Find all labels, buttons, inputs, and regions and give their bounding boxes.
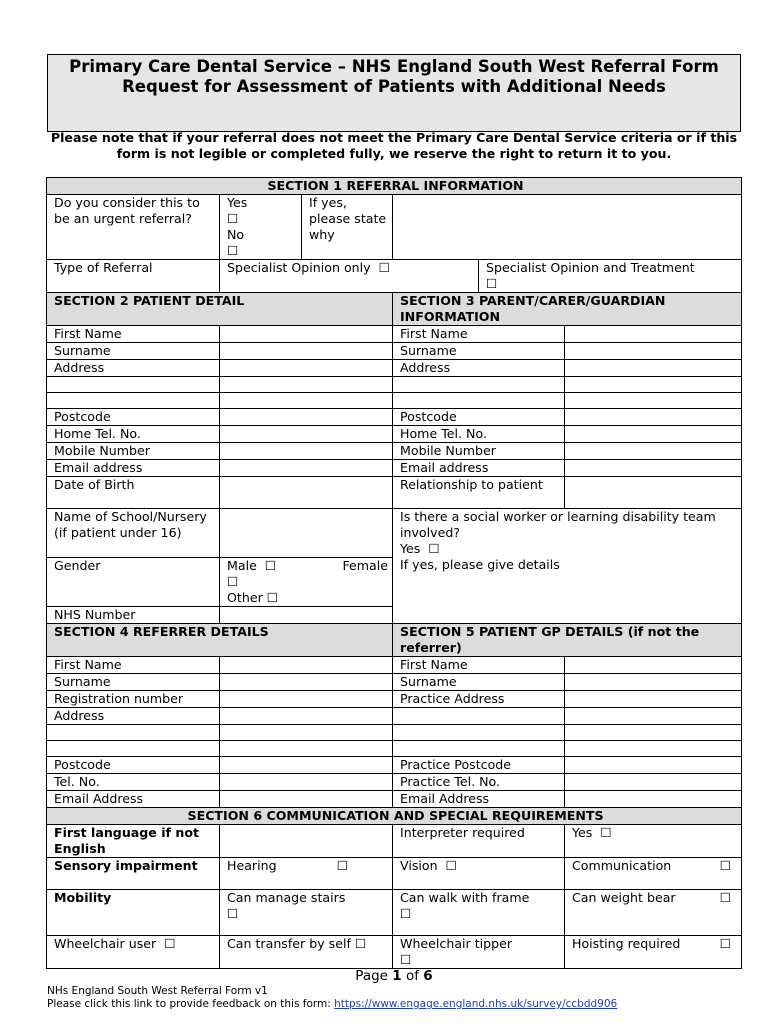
hoisting-checkbox[interactable]: ☐	[719, 935, 732, 951]
gender-other-checkbox[interactable]: ☐	[266, 589, 279, 605]
parent-mobile-field[interactable]	[565, 443, 742, 460]
referrer-address-line-3[interactable]	[47, 740, 220, 756]
communication-checkbox[interactable]: ☐	[719, 857, 732, 873]
patient-address-field-2[interactable]	[220, 377, 393, 393]
gp-address-line-3[interactable]	[393, 724, 565, 740]
patient-dob-field[interactable]	[220, 477, 393, 509]
gp-postcode-label: Practice Postcode	[393, 756, 565, 773]
hearing-option[interactable]	[220, 857, 393, 889]
referrer-registration-field[interactable]	[220, 690, 393, 707]
opinion-only-label: Specialist Opinion only	[227, 260, 371, 275]
mobility-label: Mobility	[47, 889, 220, 935]
parent-address-line-3[interactable]	[393, 393, 565, 409]
social-worker-details-label: If yes, please give details	[400, 557, 560, 572]
gp-surname-label: Surname	[393, 673, 565, 690]
section-4-heading: SECTION 4 REFERRER DETAILS	[47, 623, 393, 656]
referrer-postcode-field[interactable]	[220, 756, 393, 773]
social-worker-yes-label: Yes	[400, 541, 421, 556]
patient-surname-label: Surname	[47, 343, 220, 360]
weight-bear-checkbox[interactable]: ☐	[719, 889, 732, 905]
tipper-checkbox[interactable]: ☐	[400, 951, 412, 967]
tipper-label: Wheelchair tipper	[400, 935, 513, 951]
patient-dob-label: Date of Birth	[47, 477, 220, 509]
hearing-label: Hearing	[227, 857, 277, 873]
referrer-first-name-label: First Name	[47, 656, 220, 673]
parent-home-tel-field[interactable]	[565, 426, 742, 443]
page-number	[47, 968, 741, 984]
gp-practice-address-field-4[interactable]	[565, 740, 742, 756]
urgent-reason-field[interactable]	[393, 195, 742, 260]
urgent-reason-label: If yes, please state why	[302, 195, 393, 260]
gender-options	[220, 557, 393, 606]
transfer-checkbox[interactable]: ☐	[354, 935, 367, 951]
vision-checkbox[interactable]: ☐	[445, 857, 457, 873]
opinion-only-checkbox[interactable]: ☐	[378, 260, 390, 275]
patient-home-tel-field[interactable]	[220, 426, 393, 443]
gp-practice-address-field-1[interactable]	[565, 690, 742, 707]
transfer-option[interactable]	[220, 935, 393, 968]
opinion-treatment-checkbox[interactable]: ☐	[486, 276, 498, 291]
communication-label: Communication	[572, 857, 672, 873]
gender-male-label: Male	[227, 557, 257, 573]
gp-tel-label: Practice Tel. No.	[393, 773, 565, 790]
parent-address-field-2[interactable]	[565, 377, 742, 393]
form-header	[47, 54, 741, 132]
feedback-link[interactable]: https://www.engage.england.nhs.uk/survey/ccbdd906	[334, 998, 618, 1010]
page-total: 6	[423, 968, 433, 984]
walk-frame-checkbox[interactable]: ☐	[400, 905, 412, 921]
referral-form-table	[46, 177, 742, 969]
parent-postcode-label: Postcode	[393, 409, 565, 426]
patient-first-name-label: First Name	[47, 326, 220, 343]
urgent-no-label: No	[227, 227, 245, 242]
referral-type-label: Type of Referral	[47, 260, 220, 293]
patient-postcode-field[interactable]	[220, 409, 393, 426]
patient-address-field-1[interactable]	[220, 360, 393, 377]
referrer-surname-field[interactable]	[220, 673, 393, 690]
gp-email-label: Email Address	[393, 790, 565, 807]
patient-address-field-3[interactable]	[220, 393, 393, 409]
walk-frame-label: Can walk with frame	[400, 889, 530, 905]
page-word: Page	[355, 968, 388, 984]
feedback-line	[47, 998, 617, 1011]
referrer-address-field-3[interactable]	[220, 740, 393, 756]
gp-tel-field[interactable]	[565, 773, 742, 790]
hearing-checkbox[interactable]: ☐	[336, 857, 348, 873]
gender-female-checkbox[interactable]: ☐	[227, 573, 239, 589]
parent-email-label: Email address	[393, 460, 565, 477]
hoisting-option[interactable]	[565, 935, 742, 968]
referrer-registration-label: Registration number	[47, 690, 220, 707]
parent-surname-label: Surname	[393, 343, 565, 360]
form-subtitle: Request for Assessment of Patients with Additional Needs	[122, 77, 666, 96]
social-worker-yes-checkbox[interactable]: ☐	[428, 541, 440, 556]
section-3-heading: SECTION 3 PARENT/CARER/GUARDIAN INFORMATION	[393, 293, 742, 326]
wheelchair-user-checkbox[interactable]: ☐	[164, 935, 176, 951]
interpreter-yes-checkbox[interactable]: ☐	[600, 824, 612, 840]
patient-mobile-field[interactable]	[220, 443, 393, 460]
referral-note: Please note that if your referral does not meet the Primary Care Dental Service criteria or if this form is not legible or completed fully, we reserve the right to return it to you.	[50, 130, 738, 161]
walk-frame-option[interactable]	[393, 889, 565, 935]
urgent-referral-label: Do you consider this to be an urgent referral?	[47, 195, 220, 260]
referrer-postcode-label: Postcode	[47, 756, 220, 773]
transfer-label: Can transfer by self	[227, 935, 351, 951]
referrer-email-label: Email Address	[47, 790, 220, 807]
social-worker-details[interactable]	[393, 557, 742, 623]
communication-option[interactable]	[565, 857, 742, 889]
vision-label: Vision	[400, 857, 438, 873]
patient-surname-field[interactable]	[220, 343, 393, 360]
patient-first-name-field[interactable]	[220, 326, 393, 343]
parent-mobile-label: Mobile Number	[393, 443, 565, 460]
referrer-address-field-2[interactable]	[220, 724, 393, 740]
referrer-surname-label: Surname	[47, 673, 220, 690]
wheelchair-user-option[interactable]	[47, 935, 220, 968]
school-field[interactable]	[220, 509, 393, 558]
gender-male-checkbox[interactable]: ☐	[264, 557, 277, 573]
referrer-tel-field[interactable]	[220, 773, 393, 790]
gender-label: Gender	[47, 557, 220, 606]
gp-practice-address-field-2[interactable]	[565, 707, 742, 724]
parent-address-field-1[interactable]	[565, 360, 742, 377]
parent-address-line-2[interactable]	[393, 377, 565, 393]
section-6-heading: SECTION 6 COMMUNICATION AND SPECIAL REQUIREMENTS	[47, 807, 742, 824]
patient-address-line-2[interactable]	[47, 377, 220, 393]
urgent-no-checkbox[interactable]: ☐	[227, 243, 239, 258]
patient-email-field[interactable]	[220, 460, 393, 477]
parent-address-label: Address	[393, 360, 565, 377]
patient-mobile-label: Mobile Number	[47, 443, 220, 460]
nhs-number-field[interactable]	[220, 606, 393, 623]
referrer-address-label: Address	[47, 707, 220, 724]
referrer-first-name-field[interactable]	[220, 656, 393, 673]
interpreter-yes-label: Yes	[572, 824, 593, 840]
interpreter-option[interactable]	[565, 824, 742, 857]
section-1-heading: SECTION 1 REFERRAL INFORMATION	[47, 178, 742, 195]
nhs-number-label: NHS Number	[47, 606, 220, 623]
weight-bear-option[interactable]	[565, 889, 742, 935]
parent-address-field-3[interactable]	[565, 393, 742, 409]
of-word: of	[405, 968, 419, 984]
parent-first-name-field[interactable]	[565, 326, 742, 343]
gp-postcode-field[interactable]	[565, 756, 742, 773]
parent-home-tel-label: Home Tel. No.	[393, 426, 565, 443]
parent-surname-field[interactable]	[565, 343, 742, 360]
tipper-option[interactable]	[393, 935, 565, 968]
urgent-yes-label: Yes	[227, 195, 248, 210]
form-title: Primary Care Dental Service – NHS England South West Referral Form	[69, 57, 719, 76]
interpreter-label: Interpreter required	[393, 824, 565, 857]
manage-stairs-checkbox[interactable]: ☐	[227, 905, 239, 921]
sensory-impairment-label: Sensory impairment	[47, 857, 220, 889]
school-label: Name of School/Nursery (if patient under 16)	[47, 509, 220, 558]
first-language-field[interactable]	[220, 824, 393, 857]
section-2-heading: SECTION 2 PATIENT DETAIL	[47, 293, 393, 326]
parent-first-name-label: First Name	[393, 326, 565, 343]
opinion-treatment-option[interactable]	[479, 260, 742, 293]
manage-stairs-option[interactable]	[220, 889, 393, 935]
urgent-yes-no-options	[220, 195, 302, 260]
form-version: NHs England South West Referral Form v1	[47, 985, 268, 997]
referrer-email-field[interactable]	[220, 790, 393, 807]
gp-surname-field[interactable]	[565, 673, 742, 690]
gp-address-line-4[interactable]	[393, 740, 565, 756]
parent-email-field[interactable]	[565, 460, 742, 477]
gp-practice-address-field-3[interactable]	[565, 724, 742, 740]
weight-bear-label: Can weight bear	[572, 889, 676, 905]
patient-email-label: Email address	[47, 460, 220, 477]
first-language-label: First language if not English	[47, 824, 220, 857]
social-worker-question	[393, 509, 742, 558]
patient-address-line-3[interactable]	[47, 393, 220, 409]
patient-home-tel-label: Home Tel. No.	[47, 426, 220, 443]
manage-stairs-label: Can manage stairs	[227, 889, 346, 905]
vision-option[interactable]	[393, 857, 565, 889]
wheelchair-user-label: Wheelchair user	[54, 935, 157, 951]
gp-email-field[interactable]	[565, 790, 742, 807]
opinion-only-option[interactable]	[220, 260, 479, 293]
page-current: 1	[392, 968, 402, 984]
referrer-address-line-2[interactable]	[47, 724, 220, 740]
parent-postcode-field[interactable]	[565, 409, 742, 426]
feedback-text: Please click this link to provide feedback on this form:	[47, 998, 331, 1010]
gp-first-name-label: First Name	[393, 656, 565, 673]
gender-female-label: Female	[342, 557, 388, 573]
gp-first-name-field[interactable]	[565, 656, 742, 673]
hoisting-label: Hoisting required	[572, 935, 681, 951]
urgent-yes-checkbox[interactable]: ☐	[227, 211, 239, 226]
gp-practice-address-label: Practice Address	[393, 690, 565, 707]
relationship-field[interactable]	[565, 477, 742, 509]
section-5-heading: SECTION 5 PATIENT GP DETAILS (if not the referrer)	[393, 623, 742, 656]
patient-address-label: Address	[47, 360, 220, 377]
referrer-tel-label: Tel. No.	[47, 773, 220, 790]
social-worker-label: Is there a social worker or learning disability team involved?	[400, 509, 716, 540]
referrer-address-field-1[interactable]	[220, 707, 393, 724]
relationship-label: Relationship to patient	[393, 477, 565, 509]
gender-other-label: Other	[227, 589, 263, 605]
gp-address-line-2[interactable]	[393, 707, 565, 724]
patient-postcode-label: Postcode	[47, 409, 220, 426]
opinion-treatment-label: Specialist Opinion and Treatment	[486, 260, 695, 275]
